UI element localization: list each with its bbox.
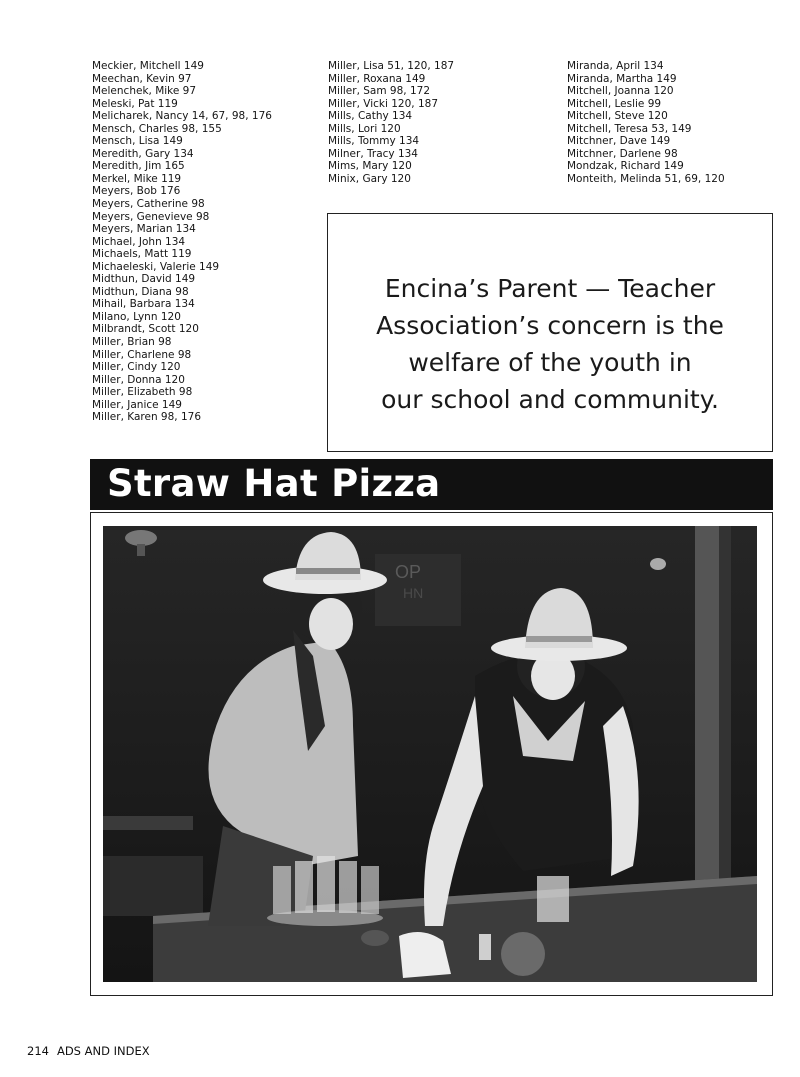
- index-entry: Mensch, Lisa 149: [92, 135, 183, 148]
- ceiling-lamp: [125, 530, 157, 546]
- index-entry: Miller, Karen 98, 176: [92, 411, 202, 424]
- index-entry: Mitchell, Steve 120: [567, 110, 668, 123]
- index-entry: Meleski, Pat 119: [92, 97, 178, 110]
- index-entry: Miller, Brian 98: [92, 336, 172, 349]
- mug: [361, 866, 379, 914]
- mug: [295, 861, 313, 913]
- index-entry: Mills, Cathy 134: [328, 110, 413, 123]
- index-entry: Mitchell, Leslie 99: [567, 97, 662, 110]
- cheese-shaker: [501, 932, 545, 976]
- index-entry: Mills, Lori 120: [328, 122, 401, 135]
- index-entry: Meredith, Jim 165: [92, 160, 185, 173]
- mug: [339, 861, 357, 913]
- pta-ad-line: Encina’s Parent — Teacher: [384, 274, 716, 303]
- wall-sign-text: HN: [403, 585, 424, 601]
- index-entry: Minix, Gary 120: [328, 172, 411, 185]
- index-entry: Mondzak, Richard 149: [567, 160, 684, 173]
- salt-shaker: [479, 934, 491, 960]
- index-entry: Milano, Lynn 120: [92, 310, 181, 323]
- index-entry: Mitchner, Darlene 98: [567, 147, 678, 160]
- pizza-photo: [103, 526, 757, 982]
- index-entry: Miller, Janice 149: [92, 398, 182, 411]
- index-entry: Merkel, Mike 119: [92, 172, 182, 185]
- pizza-ad-title: Straw Hat Pizza: [107, 462, 441, 505]
- index-entry: Miranda, April 134: [567, 60, 664, 72]
- index-entry: Melicharek, Nancy 14, 67, 98, 176: [92, 110, 272, 123]
- ashtray: [361, 930, 389, 946]
- index-entry: Michaeleski, Valerie 149: [92, 260, 220, 273]
- index-column-3: [567, 60, 792, 185]
- mug: [537, 876, 569, 922]
- section-name: ADS AND INDEX: [56, 1044, 150, 1058]
- index-entry: Milbrandt, Scott 120: [92, 323, 199, 336]
- index-entry: Miller, Lisa 51, 120, 187: [328, 60, 455, 72]
- index-column-2: [328, 60, 553, 185]
- index-entry: Meredith, Gary 134: [92, 147, 194, 160]
- booth: [103, 816, 193, 830]
- index-entry: Miller, Charlene 98: [92, 348, 192, 361]
- index-entry: Miller, Donna 120: [92, 373, 185, 386]
- index-entry: Melenchek, Mike 97: [92, 85, 197, 98]
- index-entry: Mensch, Charles 98, 155: [92, 122, 222, 135]
- index-entry: Meyers, Catherine 98: [92, 198, 205, 211]
- index-entry: Mims, Mary 120: [328, 160, 412, 173]
- pizza-ad-banner: [90, 459, 773, 510]
- wall-sign-text: OP: [395, 562, 422, 582]
- index-entry: Miller, Elizabeth 98: [92, 386, 193, 399]
- mug: [317, 856, 335, 912]
- index-entry: Midthun, David 149: [92, 273, 196, 286]
- woman-left-face: [309, 598, 353, 650]
- index-entry: Midthun, Diana 98: [92, 285, 189, 298]
- index-entry: Miller, Sam 98, 172: [328, 85, 431, 98]
- index-entry: Meyers, Genevieve 98: [92, 210, 210, 223]
- waitresses-photo-illustration: [103, 526, 757, 982]
- index-entry: Meckier, Mitchell 149: [92, 60, 204, 72]
- index-entry: Miller, Vicki 120, 187: [328, 97, 438, 110]
- index-entry: Milner, Tracy 134: [328, 147, 418, 160]
- index-entry: Meechan, Kevin 97: [92, 72, 192, 85]
- index-entry: Monteith, Melinda 51, 69, 120: [567, 172, 725, 185]
- page-number: 214: [27, 1044, 49, 1058]
- wall-light: [650, 558, 666, 570]
- index-entry: Michael, John 134: [92, 235, 186, 248]
- index-entry: Mitchner, Dave 149: [567, 135, 671, 148]
- index-entry: Mihail, Barbara 134: [92, 298, 195, 311]
- pta-ad-line: our school and community.: [381, 385, 719, 414]
- index-entry: Meyers, Bob 176: [92, 185, 181, 198]
- index-entry: Meyers, Marian 134: [92, 223, 196, 236]
- index-entry: Mitchell, Joanna 120: [567, 85, 674, 98]
- index-entry: Miranda, Martha 149: [567, 72, 677, 85]
- index-entry: Mitchell, Teresa 53, 149: [567, 122, 692, 135]
- pta-ad-line: Association’s concern is the: [376, 311, 724, 340]
- index-entry: Miller, Cindy 120: [92, 361, 181, 374]
- pta-ad-line: welfare of the youth in: [408, 348, 692, 377]
- page-footer: [27, 1044, 150, 1058]
- mug: [273, 866, 291, 914]
- index-entry: Miller, Roxana 149: [328, 72, 426, 85]
- index-entry: Michaels, Matt 119: [92, 248, 192, 261]
- pta-ad-text: [328, 270, 772, 418]
- pta-ad-box: [327, 213, 773, 452]
- index-entry: Mills, Tommy 134: [328, 135, 420, 148]
- index-column-1: [92, 60, 317, 424]
